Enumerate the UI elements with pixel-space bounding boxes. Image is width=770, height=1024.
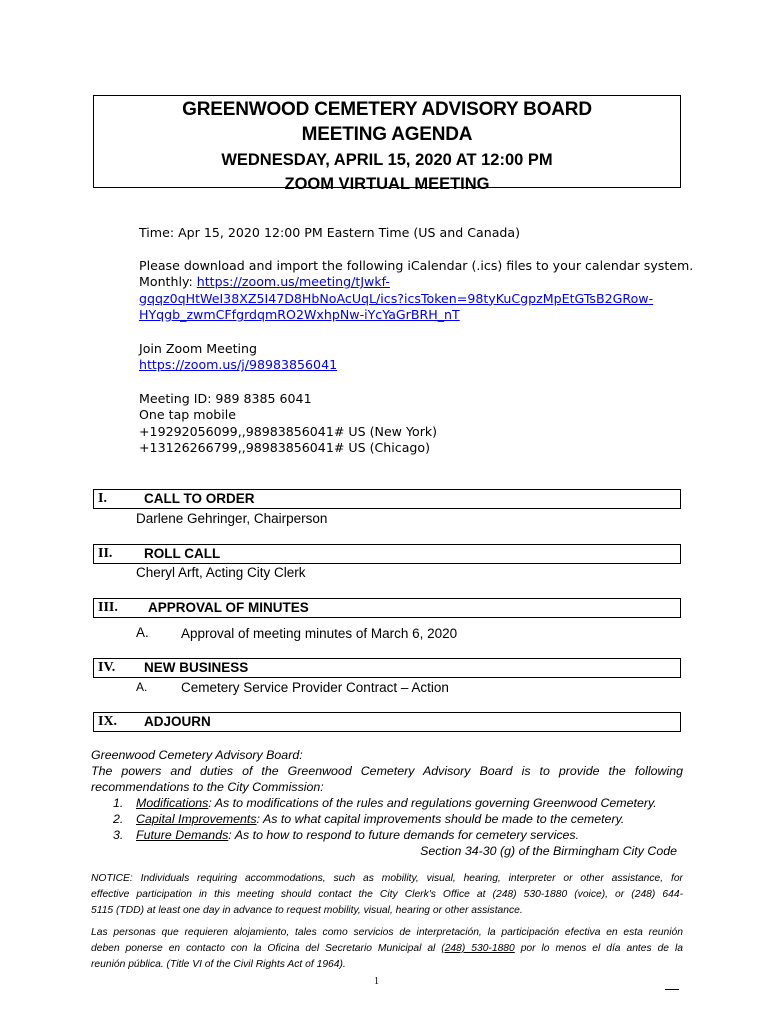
section-call-to-order <box>93 489 681 509</box>
section-title: NEW BUSINESS <box>144 660 249 675</box>
chairperson-name: Darlene Gehringer, Chairperson <box>136 511 328 526</box>
board-intro: The powers and duties of the Greenwood Cemetery Advisory Board is to provide the following <box>91 764 683 778</box>
duty-text: : As to what capital improvements should be made to the cemetery. <box>256 812 625 826</box>
monthly-calendar-link-cont[interactable]: gqqz0qHtWeI38XZ5I47D8HbNoAcUqL/ics?icsToken=98tyKuCgpzMpEtGTsB2GRow- <box>139 290 654 306</box>
monthly-calendar-link[interactable]: https://zoom.us/meeting/tJwkf- <box>196 274 390 289</box>
phone-chicago: +13126266799,,98983856041# US (Chicago) <box>139 440 431 455</box>
code-citation: Section 34-30 (g) of the Birmingham City Code <box>420 844 677 858</box>
board-description <box>91 747 683 859</box>
spanish-line: reunión pública. (Title VI of the Civil Rights Act of 1964). <box>91 959 346 970</box>
board-intro-cont: recommendations to the City Commission: <box>91 780 324 794</box>
duties-list <box>91 795 683 843</box>
meeting-format: ZOOM VIRTUAL MEETING <box>284 175 490 193</box>
section-new-business <box>93 658 681 678</box>
section-title: CALL TO ORDER <box>144 491 255 506</box>
list-number: 2. <box>113 812 124 826</box>
section-adjourn <box>93 712 681 732</box>
spanish-notice <box>91 925 683 973</box>
agenda-title: MEETING AGENDA <box>301 124 473 145</box>
minutes-item: Approval of meeting minutes of March 6, 2020 <box>181 626 458 641</box>
section-title: ROLL CALL <box>144 546 221 561</box>
list-number: 3. <box>113 828 124 842</box>
duty-term: Future Demands <box>136 828 229 842</box>
calendar-instructions: Please download and import the following iCalendar (.ics) files to your calendar system. <box>139 257 694 273</box>
meeting-time: Time: Apr 15, 2020 12:00 PM Eastern Time (US and Canada) <box>139 225 521 240</box>
spanish-line <box>91 941 683 957</box>
duty-term: Capital Improvements <box>136 812 257 826</box>
duty-text: : As to modifications of the rules and regulations governing Greenwood Cemetery. <box>208 796 657 810</box>
section-roll-call <box>93 544 681 564</box>
one-tap-label: One tap mobile <box>139 407 237 422</box>
section-title: ADJOURN <box>144 714 211 729</box>
join-meeting-link[interactable]: https://zoom.us/j/98983856041 <box>139 357 338 372</box>
section-number: IV. <box>98 660 116 675</box>
section-number: IX. <box>98 714 118 729</box>
monthly-calendar <box>139 274 699 291</box>
list-item <box>91 811 683 827</box>
join-label: Join Zoom Meeting <box>139 340 257 356</box>
clerk-phone: (248) 530-1880 <box>441 943 515 954</box>
section-approval-of-minutes <box>93 598 681 618</box>
footer-rule <box>665 989 679 990</box>
list-item <box>91 795 683 811</box>
monthly-label: Monthly: <box>139 274 197 289</box>
spanish-text: por lo menos el día antes de la <box>514 943 683 954</box>
board-name: GREENWOOD CEMETERY ADVISORY BOARD <box>182 99 592 120</box>
accessibility-notice <box>91 871 683 919</box>
duty-term: Modifications <box>136 796 209 810</box>
spanish-line: Las personas que requieren alojamiento, tales como servicios de interpretación, la participación efectiva en esta reunión <box>91 927 683 938</box>
monthly-calendar-link-end[interactable]: HYqgb_zwmCFfgrdqmRO2WxhpNw-iYcYaGrBRH_nT <box>139 307 460 322</box>
item-letter: A. <box>136 680 148 694</box>
section-number: I. <box>98 491 107 506</box>
page-number: 1 <box>374 976 379 987</box>
agenda-header <box>93 95 681 193</box>
notice-line: NOTICE: Individuals requiring accommodations, such as mobility, visual, hearing, interpreter or other assistance, for <box>91 873 683 884</box>
board-heading: Greenwood Cemetery Advisory Board: <box>91 748 303 762</box>
section-number: II. <box>98 546 113 561</box>
duty-text: : As to how to respond to future demands for cemetery services. <box>228 828 580 842</box>
section-number: III. <box>98 600 118 615</box>
clerk-name: Cheryl Arft, Acting City Clerk <box>136 565 306 580</box>
zoom-details <box>139 225 699 457</box>
notice-line: 5115 (TDD) at least one day in advance to request mobility, visual, hearing or other assistance. <box>91 905 523 916</box>
contract-item: Cemetery Service Provider Contract – Action <box>181 680 449 695</box>
meeting-id: Meeting ID: 989 8385 6041 <box>139 390 312 406</box>
list-item <box>91 827 683 843</box>
list-number: 1. <box>113 796 124 810</box>
section-title: APPROVAL OF MINUTES <box>148 600 309 615</box>
meeting-date: WEDNESDAY, APRIL 15, 2020 AT 12:00 PM <box>221 151 553 169</box>
spanish-text: deben ponerse en contacto con la Oficina del Secretario Municipal al <box>91 943 442 954</box>
notice-line: effective participation in this meeting should contact the City Clerk's Office at (248) 530-1880 (voice), or (248) 644- <box>91 889 683 900</box>
item-letter: A. <box>136 625 149 640</box>
phone-new-york: +19292056099,,98983856041# US (New York) <box>139 423 438 439</box>
